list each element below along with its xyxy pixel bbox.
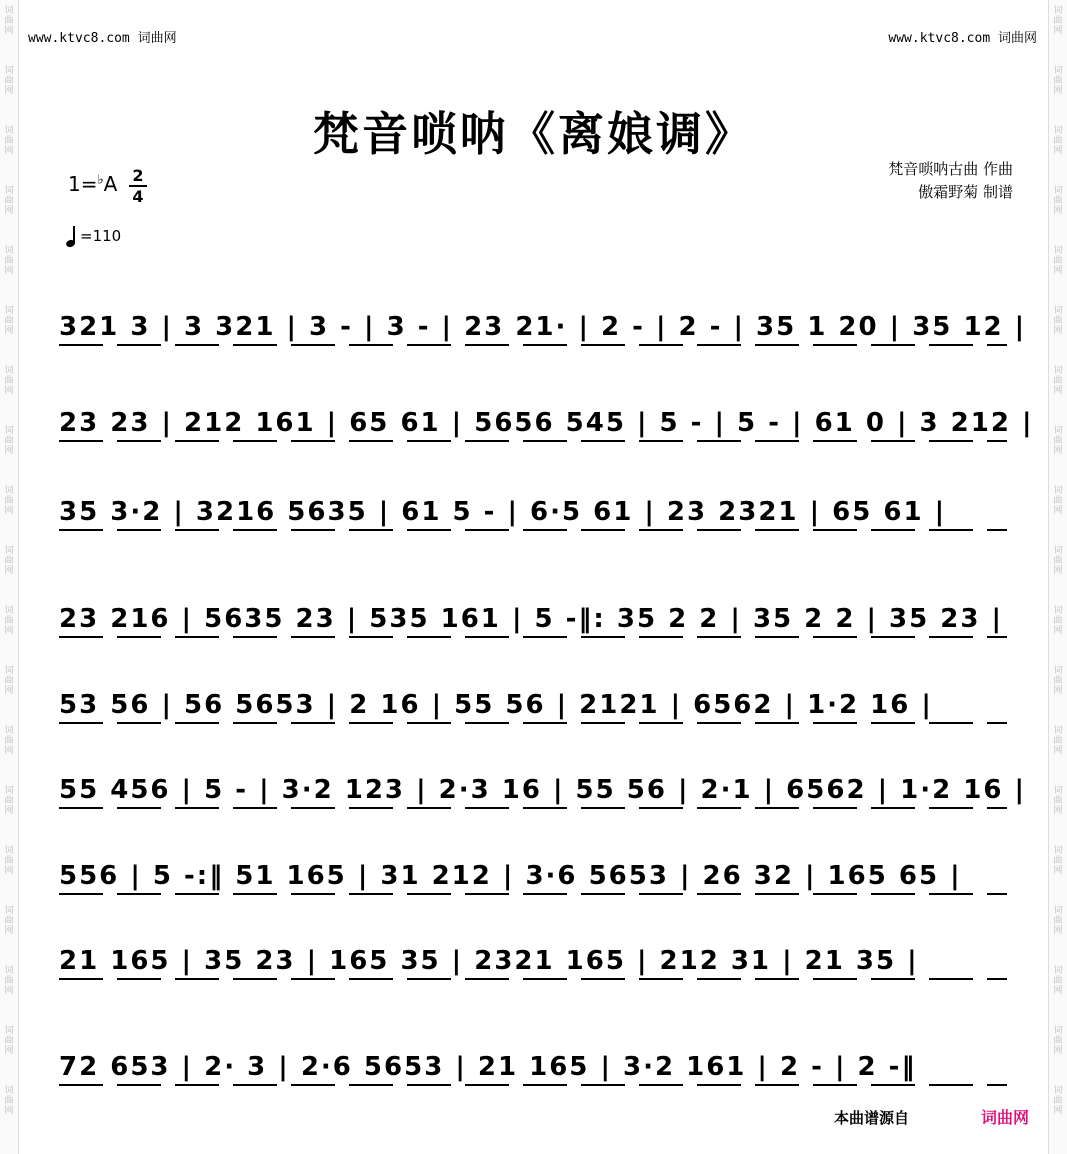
watermark-text: 词 曲 网 — [1053, 1086, 1063, 1116]
watermark-text: 词 曲 网 — [4, 486, 14, 516]
transcriber-credit: 傲霜野菊 制谱 — [918, 183, 1013, 201]
watermark-text: 词 曲 网 — [1053, 966, 1063, 996]
watermark-text: 词 曲 网 — [1053, 246, 1063, 276]
watermark-text: 词 曲 网 — [4, 6, 14, 36]
watermark-text: 词 曲 网 — [4, 1086, 14, 1116]
watermark-text: 词 曲 网 — [4, 1026, 14, 1056]
watermark-text: 词 曲 网 — [4, 606, 14, 636]
watermark-text: 词 曲 网 — [1053, 306, 1063, 336]
watermark-text: 词 曲 网 — [4, 186, 14, 216]
watermark-text: 词 曲 网 — [4, 246, 14, 276]
watermark-text: 词 曲 网 — [1053, 66, 1063, 96]
watermark-text: 词 曲 网 — [4, 966, 14, 996]
site-url-left[interactable]: www.ktvc8.com 词曲网 — [28, 31, 177, 46]
beat-underline — [59, 807, 1007, 809]
score-line: 55 456 | 5 - | 3·2 123 | 2·3 16 | 55 56 | 2·1 | 6562 | 1·2 16 | — [59, 775, 1026, 805]
score-line: 23 23 | 212 161 | 65 61 | 5656 545 | 5 - | 5 - | 61 0 | 3 212 | — [59, 408, 1034, 438]
watermark-text: 词 曲 网 — [1053, 6, 1063, 36]
beat-underline — [59, 978, 1007, 980]
watermark-text: 词 曲 网 — [1053, 486, 1063, 516]
watermark-text: 词 曲 网 — [4, 306, 14, 336]
score-line: 23 216 | 5635 23 | 535 161 | 5 -‖: 35 2 2 | 35 2 2 | 35 23 | — [59, 604, 1003, 634]
quarter-note-icon — [66, 225, 76, 247]
beat-underline — [59, 344, 1007, 346]
watermark-text: 词 曲 网 — [4, 726, 14, 756]
tempo-marking: =110 — [66, 225, 121, 247]
time-signature: 2 4 — [129, 166, 147, 206]
watermark-text: 词 曲 网 — [1053, 126, 1063, 156]
beat-underline — [59, 893, 1007, 895]
watermark-text: 词 曲 网 — [4, 846, 14, 876]
watermark-text: 词 曲 网 — [1053, 1026, 1063, 1056]
score-line: 21 165 | 35 23 | 165 35 | 2321 165 | 212 31 | 21 35 | — [59, 946, 919, 976]
watermark-text: 词 曲 网 — [1053, 786, 1063, 816]
watermark-text: 词 曲 网 — [1053, 546, 1063, 576]
site-url-right[interactable]: www.ktvc8.com 词曲网 — [888, 31, 1037, 46]
beat-underline — [59, 722, 1007, 724]
watermark-text: 词 曲 网 — [1053, 906, 1063, 936]
watermark-text: 词 曲 网 — [1053, 366, 1063, 396]
score-line: 72 653 | 2· 3 | 2·6 5653 | 21 165 | 3·2 161 | 2 - | 2 -‖ — [59, 1052, 917, 1082]
watermark-text: 词 曲 网 — [1053, 426, 1063, 456]
score-line: 35 3·2 | 3216 5635 | 61 5 - | 6·5 61 | 23 2321 | 65 61 | — [59, 497, 947, 527]
footer-source: 本曲谱源自 — [834, 1109, 910, 1127]
score-line: 321 3 | 3 321 | 3 - | 3 - | 23 21· | 2 - | 2 - | 35 1 20 | 35 12 | — [59, 312, 1027, 342]
watermark-text: 词 曲 网 — [1053, 606, 1063, 636]
key-signature: 1=♭A — [68, 172, 118, 196]
composer-credit: 梵音唢呐古曲 作曲 — [888, 160, 1013, 178]
footer-brand[interactable]: 词曲网 — [981, 1108, 1030, 1127]
watermark-text: 词 曲 网 — [1053, 726, 1063, 756]
beat-underline — [59, 636, 1007, 638]
watermark-text: 词 曲 网 — [4, 786, 14, 816]
watermark-text: 词 曲 网 — [1053, 846, 1063, 876]
watermark-text: 词 曲 网 — [1053, 666, 1063, 696]
watermark-text: 词 曲 网 — [1053, 186, 1063, 216]
score-line: 53 56 | 56 5653 | 2 16 | 55 56 | 2121 | 6562 | 1·2 16 | — [59, 690, 933, 720]
beat-underline — [59, 529, 1007, 531]
watermark-text: 词 曲 网 — [4, 126, 14, 156]
watermark-text: 词 曲 网 — [4, 426, 14, 456]
watermark-text: 词 曲 网 — [4, 366, 14, 396]
watermark-text: 词 曲 网 — [4, 906, 14, 936]
beat-underline — [59, 1084, 1007, 1086]
watermark-text: 词 曲 网 — [4, 666, 14, 696]
beat-underline — [59, 440, 1007, 442]
score-title: 梵音唢呐《离娘调》 — [313, 107, 754, 161]
watermark-text: 词 曲 网 — [4, 546, 14, 576]
score-line: 556 | 5 -:‖ 51 165 | 31 212 | 3·6 5653 | 26 32 | 165 65 | — [59, 861, 962, 891]
watermark-text: 词 曲 网 — [4, 66, 14, 96]
